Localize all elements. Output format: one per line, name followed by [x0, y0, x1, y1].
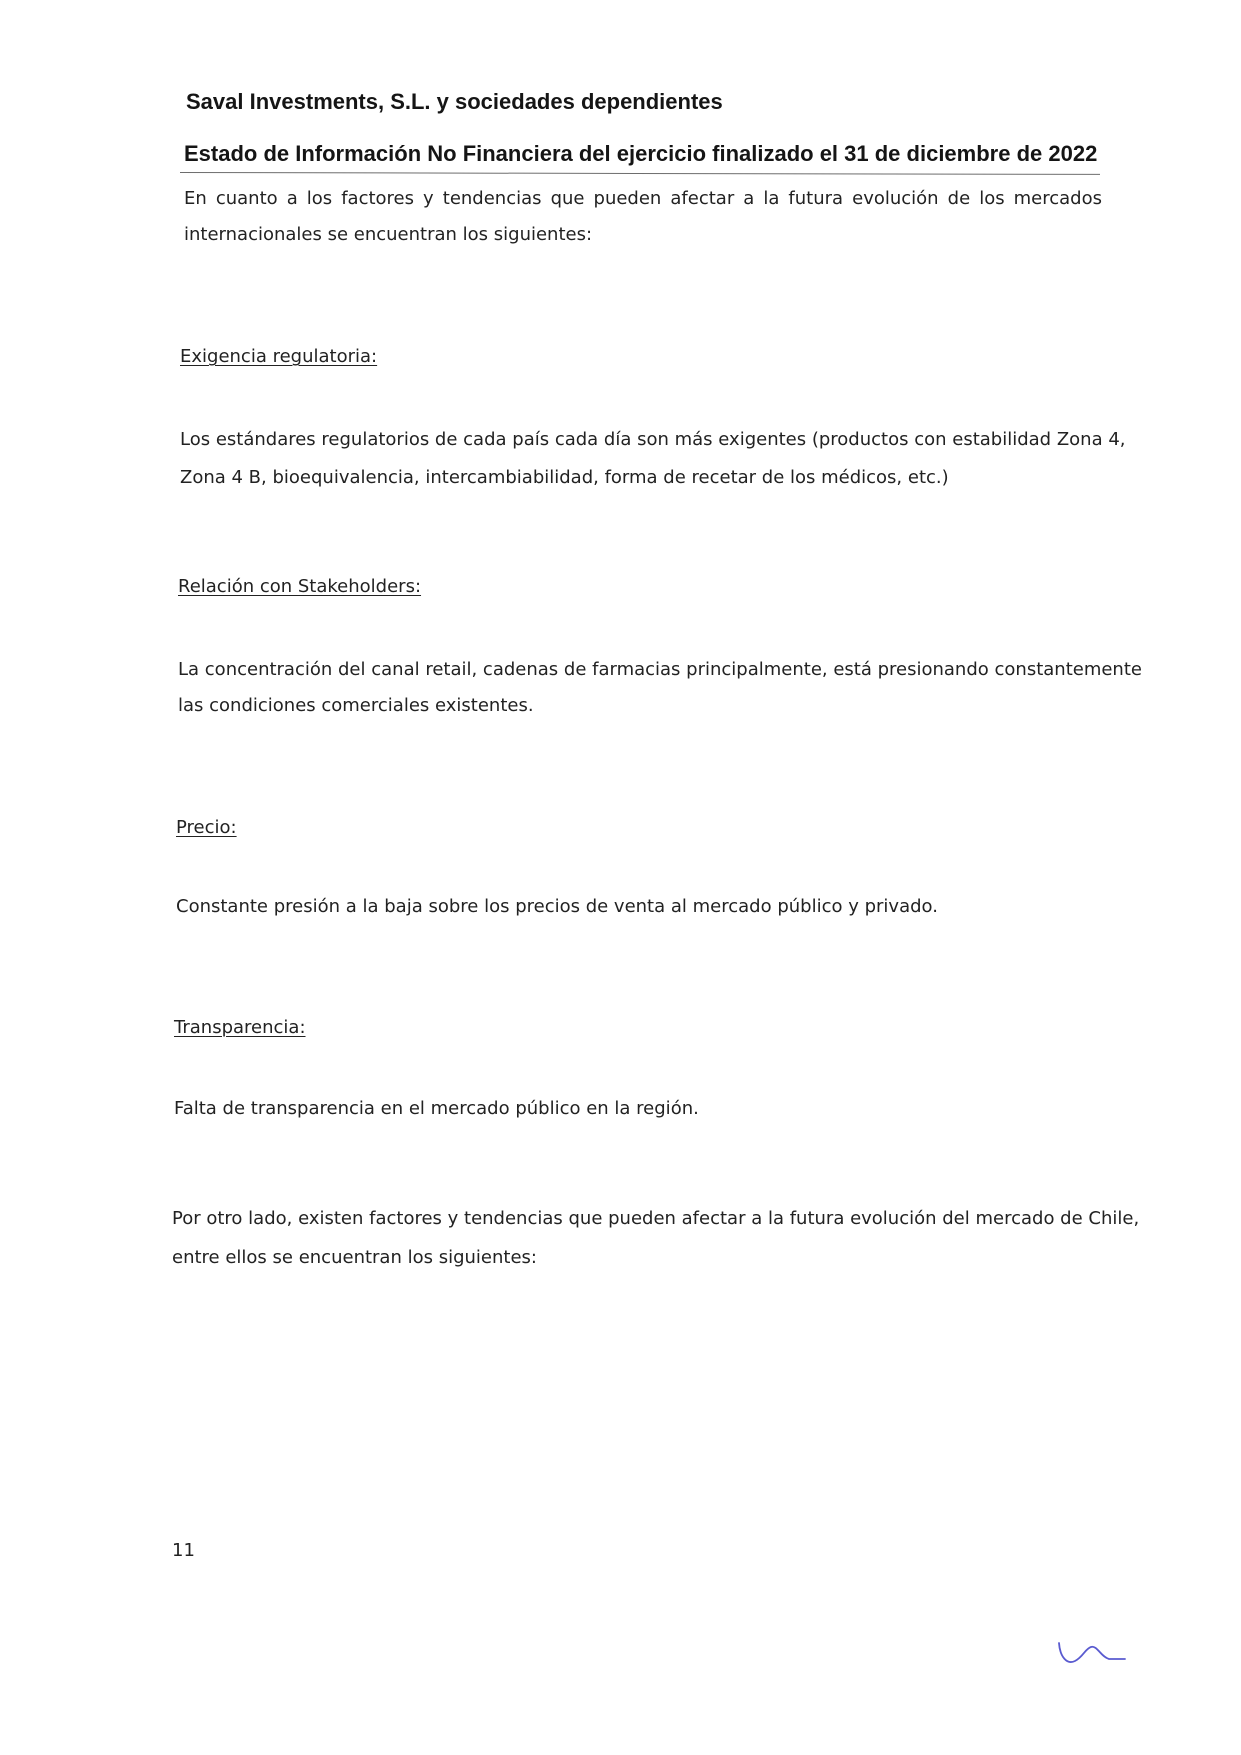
closing-line-2: entre ellos se encuentran los siguientes:	[172, 1247, 537, 1268]
section-heading-stakeholders: Relación con Stakeholders:	[178, 576, 422, 597]
intro-line-2: internacionales se encuentran los siguientes:	[184, 224, 593, 245]
signature-initials-icon	[1055, 1635, 1135, 1675]
section-heading-regulatory: Exigencia regulatoria:	[180, 346, 378, 367]
header-divider	[180, 172, 1100, 175]
intro-line-1: En cuanto a los factores y tendencias que pueden afectar a la futura evolución de los mercados	[184, 188, 1102, 209]
page-number: 11	[172, 1540, 195, 1561]
section-heading-transparency: Transparencia:	[174, 1017, 306, 1038]
section-heading-price: Precio:	[176, 817, 237, 838]
report-title: Estado de Información No Financiera del ejercicio finalizado el 31 de diciembre de 2022	[184, 141, 1098, 166]
section-text-transparency: Falta de transparencia en el mercado público en la región.	[174, 1098, 699, 1119]
section-text-stakeholders-1: La concentración del canal retail, cadenas de farmacias principalmente, está presionando constantemente	[178, 659, 1142, 680]
section-text-stakeholders-2: las condiciones comerciales existentes.	[178, 695, 534, 716]
section-text-regulatory-2: Zona 4 B, bioequivalencia, intercambiabilidad, forma de recetar de los médicos, etc.)	[180, 467, 949, 488]
closing-line-1: Por otro lado, existen factores y tendencias que pueden afectar a la futura evolución del mercado de Chile,	[172, 1208, 1140, 1229]
company-name: Saval Investments, S.L. y sociedades dependientes	[186, 89, 723, 114]
section-text-price: Constante presión a la baja sobre los precios de venta al mercado público y privado.	[176, 896, 938, 917]
section-text-regulatory-1: Los estándares regulatorios de cada país cada día son más exigentes (productos con estabilidad Zona 4,	[180, 429, 1126, 450]
